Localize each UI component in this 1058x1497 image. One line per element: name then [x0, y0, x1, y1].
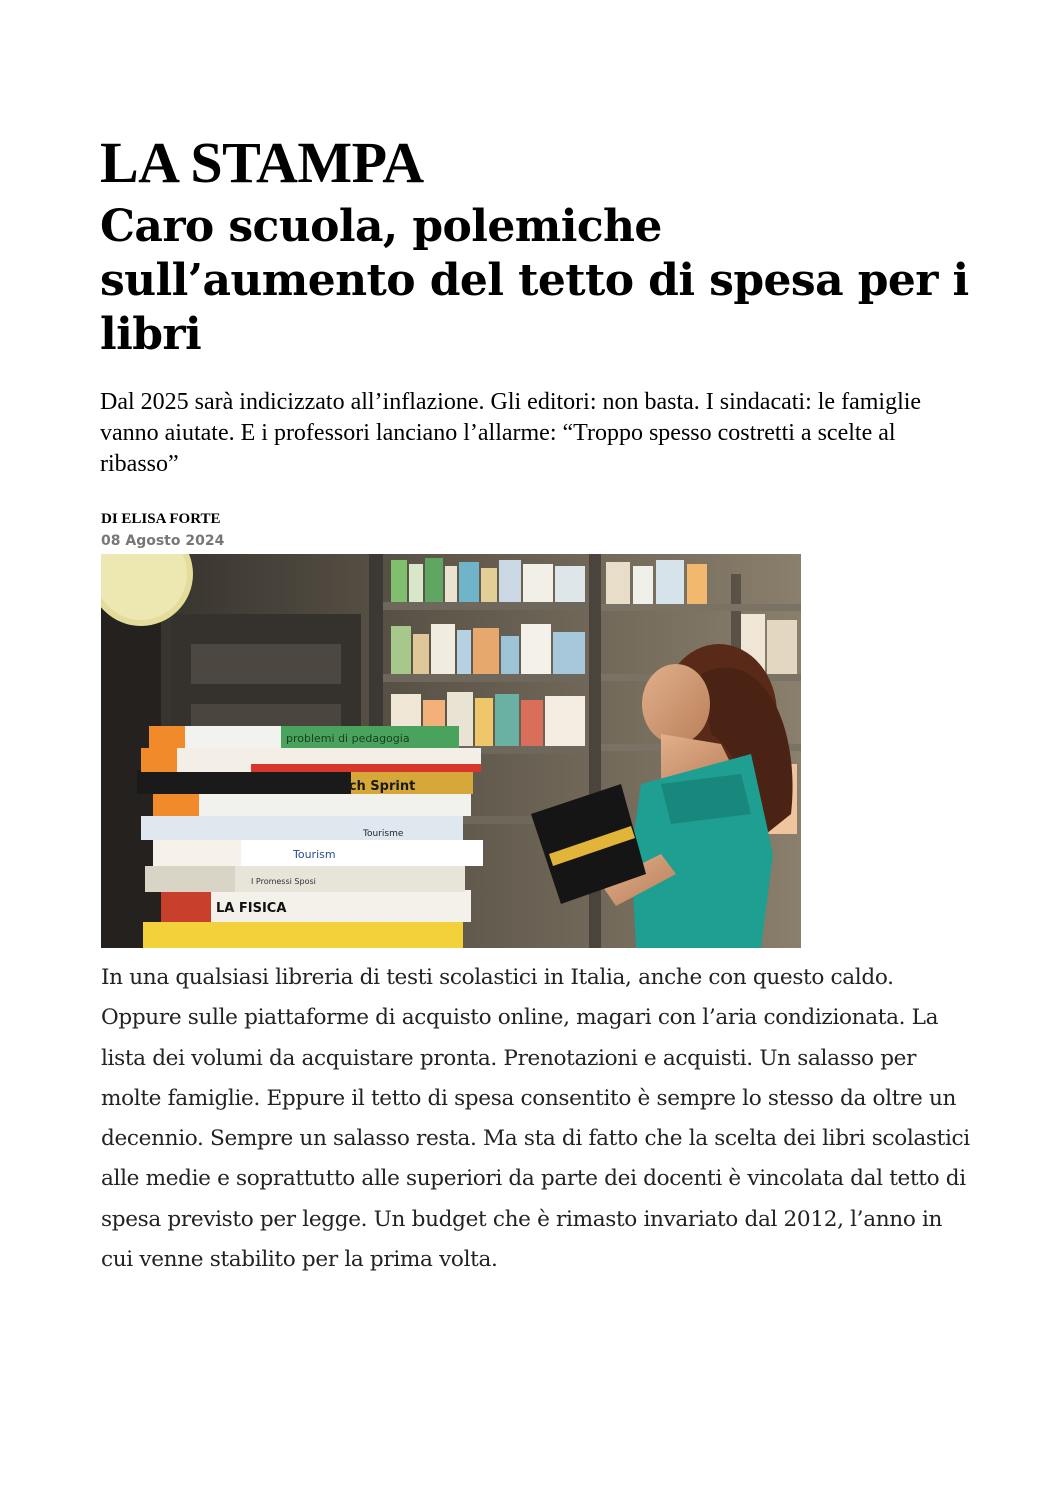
- book-title-pedagogia: problemi di pedagogia: [286, 732, 410, 745]
- book-title-deutsch: Deutsch Sprint: [306, 779, 416, 794]
- article-headline: Caro scuola, polemiche sull’aumento del tetto di spesa per i libri: [100, 201, 969, 360]
- book-title-tourisme: Tourisme: [363, 829, 404, 839]
- bookstore-photo-illustration: [101, 554, 801, 948]
- article-date: 08 Agosto 2024: [101, 533, 225, 549]
- masthead-logo: LA STAMPA: [100, 130, 424, 195]
- article-byline: DI ELISA FORTE: [101, 511, 221, 527]
- article-photo: [101, 554, 801, 948]
- book-title-tourism: Tourism: [293, 848, 336, 861]
- article-subtitle: Dal 2025 sarà indicizzato all’inflazione. Gli editori: non basta. I sindacati: le famiglie vanno aiutate. E i professori lanciano l’allarme: “Troppo spesso costretti a scelte al ribasso”: [100, 389, 922, 477]
- book-title-fisica: LA FISICA: [216, 901, 287, 916]
- book-title-promessi-sposi: I Promessi Sposi: [251, 877, 316, 886]
- article-body: In una qualsiasi libreria di testi scolastici in Italia, anche con questo caldo. Oppure sulle piattaforme di acquisto online, magari con l’aria condizionata. La lista dei volumi da acquistare pronta. Prenotazioni e acquisti. Un salasso per molte famiglie. Eppure il tetto di spesa consentito è sempre lo stesso da oltre un decennio. Sempre un salasso resta. Ma sta di fatto che la scelta dei libri scolastici alle medie e soprattutto alle superiori da parte dei docenti è vincolata dal tetto di spesa previsto per legge. Un budget che è rimasto invariato dal 2012, l’anno in cui venne stabilito per la prima volta.: [101, 965, 970, 1273]
